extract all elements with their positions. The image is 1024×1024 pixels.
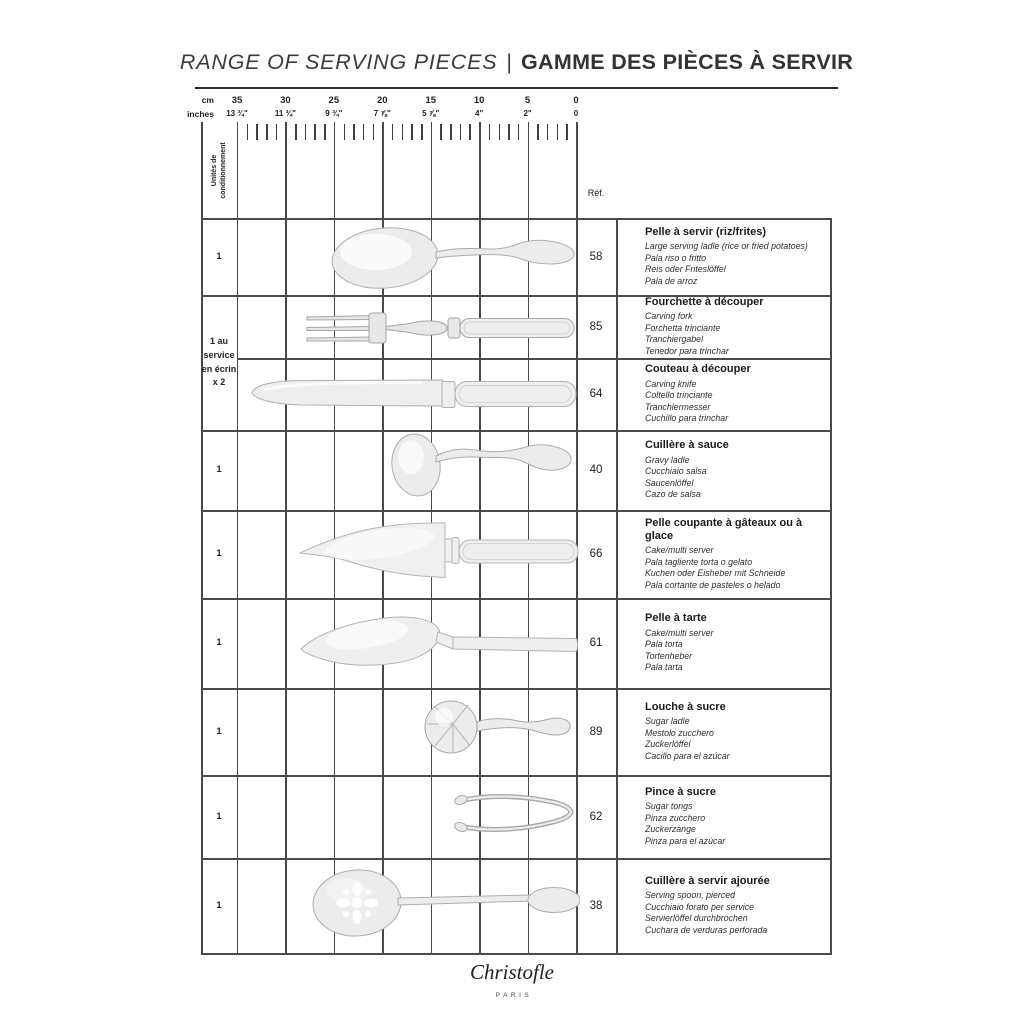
ruler-tick-cm xyxy=(305,124,307,140)
description-cell-rice-serving-ladle xyxy=(616,218,830,295)
ruler-cm-unit-label: cm xyxy=(201,95,214,105)
description-cell-gravy-ladle xyxy=(616,430,830,510)
item-translation: Cuchara de verduras perforada xyxy=(645,924,768,935)
ruler-tick-cm xyxy=(392,124,394,140)
ruler-inch-value: 5 ⅞" xyxy=(422,109,440,118)
item-name-french: Cuillère à sauce xyxy=(645,439,729,452)
grid-vline xyxy=(830,218,832,953)
item-name-french: Louche à sucre xyxy=(645,700,726,713)
item-name-french: Couteau à découper xyxy=(645,363,751,376)
item-name-french: Pelle à servir (riz/frites) xyxy=(645,225,767,238)
ruler-tick-cm xyxy=(324,124,326,140)
title-underline xyxy=(195,87,838,89)
unit-column-header-text: Unités de conditionnement xyxy=(210,141,228,199)
item-translation: Saucenlöffel xyxy=(645,477,694,488)
item-translation: Cuchillo para trinchar xyxy=(645,413,729,424)
item-name-french: Pelle coupante à gâteaux ou à glace xyxy=(645,516,803,542)
ref-cell: 61 xyxy=(589,637,603,649)
tart-server-image xyxy=(295,604,583,676)
ruler-tick-cm xyxy=(344,124,346,140)
ruler-tick-cm xyxy=(276,124,278,140)
unit-cell: 1 xyxy=(216,464,222,475)
ruler-tick-cm xyxy=(518,124,520,140)
ref-cell: 64 xyxy=(589,388,603,400)
grid-hline xyxy=(201,953,832,955)
brand-city: PARIS xyxy=(495,992,533,999)
ruler-tick-cm xyxy=(557,124,559,140)
page-title-french: GAMME DES PIÈCES À SERVIR xyxy=(521,50,854,74)
description-cell-sugar-tongs xyxy=(616,775,830,858)
item-translation: Forchetta trinciante xyxy=(645,322,721,333)
item-translation: Tortenheber xyxy=(645,650,693,661)
ref-cell: 85 xyxy=(589,320,603,333)
ruler-tick-cm xyxy=(566,124,568,140)
ruler-tick-cm xyxy=(314,124,316,140)
item-translation: Carving fork xyxy=(645,311,693,322)
item-translation: Mestolo zucchero xyxy=(645,727,714,738)
description-cell-cake-multi-server-cutting xyxy=(616,510,830,598)
description-cell-carving-fork xyxy=(616,295,830,358)
item-name-french: Fourchette à découper xyxy=(645,295,764,308)
item-name-french: Pince à sucre xyxy=(645,785,716,798)
item-translation: Tenedor para trinchar xyxy=(645,345,729,356)
carving-fork-image xyxy=(303,306,578,350)
carving-knife-image xyxy=(243,373,580,415)
page-title-english: RANGE OF SERVING PIECES xyxy=(179,50,498,74)
unit-cell: 1 xyxy=(216,637,222,648)
ruler-tick-cm xyxy=(537,124,539,140)
ruler-inch-value: 13 ¾" xyxy=(226,109,248,118)
unit-cell: 1 xyxy=(216,725,222,736)
item-translation: Tranchiergabel xyxy=(645,334,704,345)
item-translation: Cucchiaio forato per service xyxy=(645,901,755,912)
ref-column-header: Réf. xyxy=(587,188,605,198)
gravy-ladle-image xyxy=(390,430,580,502)
ruler-inch-value: 4" xyxy=(475,109,484,118)
unit-cell: 1 xyxy=(216,250,222,261)
cake-multi-server-cutting-image xyxy=(295,514,583,586)
item-translation: Large serving ladle (rice or fried potatoes) xyxy=(645,241,808,252)
item-translation: Pala tarta xyxy=(645,662,683,673)
ruler-tick-cm xyxy=(363,124,365,140)
ruler-cm-value: 10 xyxy=(473,95,485,106)
ruler-tick-cm xyxy=(266,124,268,140)
item-translation: Cake/multi server xyxy=(645,627,714,638)
item-translation: Kuchen oder Eisheber mit Schneide xyxy=(645,568,786,579)
unit-cell-merged-line: 1 au xyxy=(209,335,228,346)
ruler-tick-cm xyxy=(450,124,452,140)
item-translation: Pala de arroz xyxy=(645,275,698,286)
item-translation: Tranchiermesser xyxy=(645,401,711,412)
ruler-inch-value: 7 ⅞" xyxy=(373,109,391,118)
unit-cell-merged xyxy=(201,295,237,430)
ruler-tick-cm xyxy=(402,124,404,140)
item-translation: Pala torta xyxy=(645,639,683,650)
item-translation: Carving knife xyxy=(645,378,697,389)
description-cell-pierced-serving-spoon xyxy=(616,858,830,953)
description-cell-tart-server xyxy=(616,598,830,688)
ref-cell: 40 xyxy=(589,464,603,476)
grid-vline xyxy=(285,122,287,953)
ref-cell: 89 xyxy=(589,725,603,738)
ruler-cm-value: 0 xyxy=(573,95,579,106)
ruler-tick-cm xyxy=(373,124,375,140)
ruler-tick-cm xyxy=(411,124,413,140)
item-translation: Cacillo para el azúcar xyxy=(645,750,730,761)
grid-vline xyxy=(237,122,239,953)
item-translation: Zuckerzange xyxy=(645,824,696,835)
item-translation: Servierlöffel durchbrochen xyxy=(645,913,748,924)
ref-cell: 62 xyxy=(589,810,603,823)
item-translation: Sugar ladle xyxy=(645,716,690,727)
ruler-cm-value: 30 xyxy=(280,95,291,106)
item-translation: Serving spoon, pierced xyxy=(645,890,735,901)
page-title-separator: | xyxy=(506,50,513,74)
ruler-tick-cm xyxy=(295,124,297,140)
unit-cell: 1 xyxy=(216,899,222,910)
ref-cell: 58 xyxy=(589,250,603,263)
item-translation: Pinza zucchero xyxy=(645,812,706,823)
ruler-tick-cm xyxy=(547,124,549,140)
ruler-cm-value: 35 xyxy=(231,95,243,106)
ruler-tick-cm xyxy=(440,124,442,140)
ruler-tick-cm xyxy=(421,124,423,140)
item-translation: Pala cortante de pasteles o helado xyxy=(645,579,781,590)
item-translation: Zuckerlöffel xyxy=(645,739,691,750)
ruler-cm-value: 15 xyxy=(425,95,436,106)
item-translation: Cake/multi server xyxy=(645,545,714,556)
item-translation: Reis oder Friteslöffel xyxy=(645,264,726,275)
item-translation: Cucchiaio salsa xyxy=(645,466,707,477)
item-translation: Pala tagliente torta o gelato xyxy=(645,556,753,567)
item-translation: Coltello trinciante xyxy=(645,390,713,401)
description-cell-sugar-ladle xyxy=(616,688,830,775)
ruler-inch-value: 2" xyxy=(523,109,532,118)
brand-logo: Christofle xyxy=(469,960,554,984)
ruler-inch-value: 11 ¾" xyxy=(274,109,296,118)
ruler-tick-cm xyxy=(499,124,501,140)
rice-serving-ladle-image xyxy=(328,220,580,292)
pierced-serving-spoon-image xyxy=(310,864,580,939)
ruler-inches-unit-label: inches xyxy=(187,109,214,119)
ruler-tick-cm xyxy=(353,124,355,140)
ruler-tick-cm xyxy=(256,124,258,140)
unit-cell: 1 xyxy=(216,548,222,559)
item-translation: Pala riso o fritto xyxy=(645,252,707,263)
ref-cell: 38 xyxy=(589,899,603,912)
item-translation: Sugar tongs xyxy=(645,801,693,812)
item-name-french: Cuillère à servir ajourée xyxy=(645,874,770,887)
unit-cell-merged-line: en écrin xyxy=(201,363,237,374)
item-translation: Pinza para el azúcar xyxy=(645,835,726,846)
ruler-tick-cm xyxy=(460,124,462,140)
ruler-tick-cm xyxy=(489,124,491,140)
page-title xyxy=(179,50,854,75)
ref-cell: 66 xyxy=(589,548,603,560)
ruler-cm-value: 25 xyxy=(328,95,340,106)
unit-cell: 1 xyxy=(216,810,222,821)
ruler-tick-cm xyxy=(469,124,471,140)
ruler-cm-value: 5 xyxy=(524,95,531,106)
sugar-ladle-image xyxy=(420,694,578,762)
ruler-tick-cm xyxy=(508,124,510,140)
item-translation: Gravy ladle xyxy=(645,454,690,465)
ruler-inch-value: 9 ¾" xyxy=(325,109,343,118)
ruler-inch-value: 0 xyxy=(573,109,579,118)
unit-column-header xyxy=(201,122,237,218)
ruler-cm-value: 20 xyxy=(376,95,388,106)
sugar-tongs-image xyxy=(450,788,582,834)
unit-cell-merged-line: service xyxy=(203,349,235,360)
description-cell-carving-knife xyxy=(616,358,830,430)
item-name-french: Pelle à tarte xyxy=(645,612,707,625)
unit-cell-merged-line: x 2 xyxy=(212,377,226,388)
item-translation: Cazo de salsa xyxy=(645,489,701,500)
ruler-tick-cm xyxy=(247,124,249,140)
